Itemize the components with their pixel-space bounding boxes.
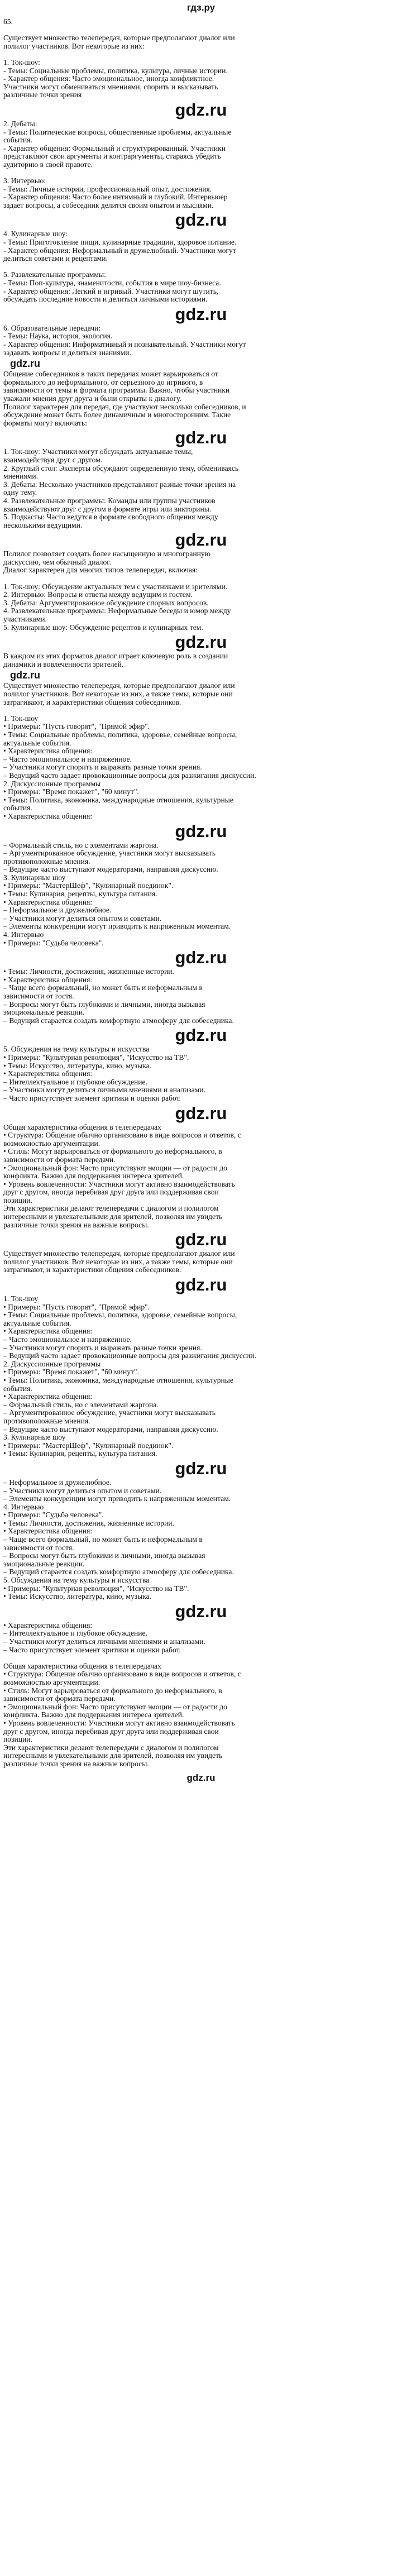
text-line: • Структура: Общение обычно организовано в виде вопросов и ответов, с bbox=[3, 1131, 241, 1140]
text-line: - Характер общения: Легкий и игривый. Участники могут шутить, bbox=[3, 286, 219, 295]
text-line: актуальные события. bbox=[3, 738, 71, 747]
text-line: • Примеры: "Культурная революция", "Искусство на ТВ". bbox=[3, 1584, 189, 1593]
text-line: формального до неформального, от серьезного до игривого, в bbox=[3, 377, 203, 386]
text-line: • Характеристика общения: bbox=[3, 1392, 93, 1401]
text-line: - Характер общения: Неформальный и дружелюбный. Участники могут bbox=[3, 246, 236, 255]
text-line: противоположные мнения. bbox=[3, 857, 90, 866]
text-line: 5. Обсуждения на тему культуры и искусства bbox=[3, 1576, 150, 1585]
text-line: • Темы: Личности, достижения, жизненные истории. bbox=[3, 1518, 174, 1527]
watermark: gdz.ru bbox=[175, 99, 227, 120]
text-line: – Элементы конкуренции могут приводить к напряженным моментам. bbox=[3, 1494, 231, 1503]
text-line: эмоциональные реакции. bbox=[3, 1559, 85, 1568]
text-line: интересными и увлекательными для зрителей, позволяя им увидеть bbox=[3, 1751, 223, 1760]
text-line: – Формальный стиль, но с элементами жаргона. bbox=[3, 1400, 159, 1409]
text-line: мнениями. bbox=[3, 472, 38, 481]
text-line: В каждом из этих форматов диалог играет ключевую роль в создании bbox=[3, 652, 228, 661]
text-line: конфликта. Важно для поддержания интереса зрителей. bbox=[3, 1172, 184, 1181]
text-line: – Ведущие часто выступают модераторами, направляя дискуссию. bbox=[3, 1425, 218, 1433]
text-line: • Характеристика общения: bbox=[3, 1527, 93, 1536]
text-line: – Ведущий старается создать комфортную атмосферу для собеседника. bbox=[3, 1016, 234, 1025]
text-line: – Ведущий старается создать комфортную атмосферу для собеседника. bbox=[3, 1567, 234, 1576]
text-line: - Характер общения: Информативный и познавательный. Участники могут bbox=[3, 340, 246, 348]
text-line: Общая характеристика общения в телепередачах bbox=[3, 1661, 161, 1670]
text-line: 1. Ток-шоу: Обсуждение актуальных тем с участниками и зрителями. bbox=[3, 582, 228, 591]
text-line: 5. Подкасты: Часто ведутся в формате свободного общения между bbox=[3, 513, 218, 522]
text-line: Эти характеристики делают телепередачи с диалогом и полилогом bbox=[3, 1743, 219, 1752]
text-line: • Стиль: Могут варьироваться от формального до неформального, в bbox=[3, 1686, 222, 1695]
text-line: 1. Ток-шоу bbox=[3, 714, 39, 723]
text-line: – Вопросы могут быть глубокими и личными, иногда вызывая bbox=[3, 1000, 205, 1009]
text-line: – Участники могут делиться опытом и советами. bbox=[3, 914, 162, 923]
text-line: • Примеры: "Время покажет", "60 минут". bbox=[3, 787, 139, 796]
text-line: конфликта. Важно для поддержания интереса зрителей. bbox=[3, 1710, 184, 1719]
text-line: зависимости от темы и формата программы. Важно, чтобы участники bbox=[3, 386, 230, 395]
solution-text bbox=[0, 16, 402, 1769]
text-line: Участники могут обмениваться мнениями, спорить и высказывать bbox=[3, 82, 218, 91]
text-line: друг с другом, иногда перебивая друг друга или поддерживая свои bbox=[3, 1727, 219, 1736]
text-line: взаимодействуют друг с другом в формате игры или викторины. bbox=[3, 504, 212, 513]
watermark: gdz.ru bbox=[175, 632, 227, 652]
text-line: – Ведущий часто задает провокационные вопросы для разжигания дискуссии. bbox=[3, 1351, 256, 1360]
text-line: Диалог характерен для многих типов телепередач, включая: bbox=[3, 566, 198, 575]
text-line bbox=[3, 575, 399, 583]
watermark: gdz.ru bbox=[10, 670, 40, 681]
text-line: одну тему. bbox=[3, 488, 37, 497]
text-line bbox=[3, 706, 399, 715]
text-line: – Аргументированное обсуждение, участники могут высказывать bbox=[3, 1408, 216, 1417]
text-line bbox=[3, 169, 399, 178]
text-line: Полилог характерен для передач, где участвуют несколько собеседников, и bbox=[3, 402, 246, 411]
text-line: 2. Дебаты: bbox=[3, 119, 37, 128]
text-line: зависимости от формата передачи. bbox=[3, 1694, 116, 1703]
text-line: задавать вопросы и делиться знаниями. bbox=[3, 348, 131, 357]
text-line: • Темы: Политика, экономика, международные отношения, культурные bbox=[3, 795, 233, 804]
text-line: аудиторию в своей правоте. bbox=[3, 160, 93, 169]
text-line: 6. Образовательные передачи: bbox=[3, 323, 101, 332]
text-line: обсуждение может быть более динамичным и многосторонним. Такие bbox=[3, 410, 231, 419]
text-line: Полилог позволяет создать более насыщенную и многогранную bbox=[3, 549, 210, 558]
text-line: – Интеллектуальное и глубокое обсуждение. bbox=[3, 1077, 147, 1086]
text-line: взаимодействуя друг с другом. bbox=[3, 455, 103, 464]
text-line: Эти характеристики делают телепередачи с диалогом и полилогом bbox=[3, 1204, 219, 1213]
watermark: gdz.ru bbox=[175, 1601, 227, 1621]
text-line: 1. Ток-шоу: bbox=[3, 58, 40, 66]
text-line: - Характер общения: Часто эмоциональное, иногда конфликтное. bbox=[3, 74, 214, 83]
text-line: полилог участников. Вот некоторые из них, а также темы, которые они bbox=[3, 690, 233, 698]
text-line: события. bbox=[3, 804, 32, 813]
text-line: 65. bbox=[3, 17, 13, 26]
text-line bbox=[3, 26, 399, 35]
text-line: эмоциональные реакции. bbox=[3, 1008, 85, 1017]
text-line: различные точки зрения bbox=[3, 90, 82, 99]
text-line: 1. Ток-шоу: Участники могут обсуждать актуальные темы, bbox=[3, 447, 193, 456]
text-line: 5. Развлекательные программы: bbox=[3, 270, 106, 279]
text-line: – Чаще всего формальный, но может быть и неформальным в bbox=[3, 1535, 203, 1544]
text-line: • Примеры: "Судьба человека". bbox=[3, 1511, 104, 1519]
text-line: • Примеры: "МастерШеф", "Кулинарный поединок". bbox=[3, 881, 174, 890]
text-line: - Характер общения: Формальный и структурированный. Участники bbox=[3, 144, 226, 152]
text-line: – Часто эмоциональное и напряженное. bbox=[3, 754, 132, 763]
text-line: события. bbox=[3, 136, 32, 145]
text-line: – Элементы конкуренции могут приводить к напряженным моментам. bbox=[3, 922, 231, 931]
text-line: несколькими ведущими. bbox=[3, 520, 83, 529]
text-line bbox=[3, 50, 399, 59]
text-line: 3. Кулинарные шоу bbox=[3, 1433, 66, 1442]
text-line: 4. Интервью bbox=[3, 930, 44, 939]
text-line: Существует множество телепередач, которые предполагают диалог или bbox=[3, 34, 235, 42]
text-line: – Вопросы могут быть глубокими и личными, иногда вызывая bbox=[3, 1551, 205, 1560]
text-line: – Часто присутствует элемент критики и оценки работ. bbox=[3, 1093, 181, 1102]
watermark: gdz.ru bbox=[175, 1458, 227, 1478]
text-line: – Участники могут спорить и выражать разные точки зрения. bbox=[3, 1343, 202, 1352]
text-line: 3. Интервью: bbox=[3, 176, 46, 185]
text-line: • Примеры: "Пусть говорят", "Прямой эфир". bbox=[3, 1302, 150, 1311]
text-line: – Неформальное и дружелюбное. bbox=[3, 1478, 112, 1487]
text-line: представляют свои аргументы и контраргументы, стараясь убедить bbox=[3, 152, 221, 161]
text-line: • Темы: Социальные проблемы, политика, здоровье, семейные вопросы, bbox=[3, 730, 237, 739]
text-line: • Темы: Личности, достижения, жизненные истории. bbox=[3, 967, 174, 976]
text-line: зависимости от гостя. bbox=[3, 1543, 74, 1552]
text-line: • Структура: Общение обычно организовано в виде вопросов и ответов, с bbox=[3, 1670, 241, 1679]
text-line: 5. Кулинарные шоу: Обсуждение рецептов и кулинарных тем. bbox=[3, 623, 203, 632]
text-line: 5. Обсуждения на тему культуры и искусства bbox=[3, 1045, 150, 1054]
text-line: • Темы: Кулинария, рецепты, культура питания. bbox=[3, 890, 157, 899]
text-line: затрагивают, и характеристики общения собеседников. bbox=[3, 697, 181, 706]
text-line: – Ведущий часто задает провокационные вопросы для разжигания дискуссии. bbox=[3, 771, 256, 780]
text-line: – Аргументированное обсуждение, участники могут высказывать bbox=[3, 849, 216, 858]
watermark: gdz.ru bbox=[175, 1275, 227, 1295]
text-line: – Часто эмоциональное и напряженное. bbox=[3, 1335, 132, 1344]
text-line: – Участники могут делиться опытом и советами. bbox=[3, 1486, 162, 1495]
text-line: - Темы: Политические вопросы, общественные проблемы, актуальные bbox=[3, 127, 232, 136]
watermark: gdz.ru bbox=[175, 530, 227, 550]
watermark: gdz.ru bbox=[175, 428, 227, 448]
text-line: • Темы: Искусство, литература, кино, музыка. bbox=[3, 1061, 152, 1070]
text-line: 4. Интервью bbox=[3, 1502, 44, 1511]
text-line: Общая характеристика общения в телепередачах bbox=[3, 1122, 161, 1131]
text-line: • Темы: Кулинария, рецепты, культура питания. bbox=[3, 1449, 157, 1458]
text-line: • Эмоциональный фон: Часто присутствуют эмоции — от радости до bbox=[3, 1702, 227, 1711]
text-line: - Темы: Социальные проблемы, политика, культура, личные истории. bbox=[3, 66, 228, 75]
text-line: - Темы: Поп-культура, знаменитости, события в мире шоу-бизнеса. bbox=[3, 279, 221, 288]
text-line: • Примеры: "МастерШеф", "Кулинарный поединок". bbox=[3, 1441, 174, 1450]
text-line: – Формальный стиль, но с элементами жаргона. bbox=[3, 840, 159, 849]
text-line: 4. Кулинарные шоу: bbox=[3, 230, 68, 238]
text-line: 4. Развлекательные программы: Команды или группы участников bbox=[3, 496, 216, 505]
text-line: • Характеристика общения: bbox=[3, 747, 93, 756]
text-line bbox=[3, 263, 399, 271]
text-line: 2. Интервью: Вопросы и ответы между ведущим и гостем. bbox=[3, 590, 193, 599]
text-line: 3. Кулинарные шоу bbox=[3, 873, 66, 882]
text-line: - Характер общения: Часто более интимный и глубокий. Интервьюер bbox=[3, 193, 228, 202]
text-line: зависимости от формата передачи. bbox=[3, 1155, 116, 1164]
text-line: - Темы: Личные истории, профессиональный опыт, достижения. bbox=[3, 184, 212, 193]
text-line: дискуссию, чем обычный диалог. bbox=[3, 557, 111, 566]
text-line: • Темы: Искусство, литература, кино, музыка. bbox=[3, 1592, 152, 1601]
text-line: Общение собеседников в таких передачах может варьироваться от bbox=[3, 370, 218, 379]
site-title: гдз.ру bbox=[186, 2, 216, 13]
text-line: – Ведущие часто выступают модераторами, направляя дискуссию. bbox=[3, 865, 218, 874]
text-line: участниками. bbox=[3, 615, 47, 624]
text-line: • Темы: Социальные проблемы, политика, здоровье, семейные вопросы, bbox=[3, 1311, 237, 1320]
text-line: • Характеристика общения: bbox=[3, 1069, 93, 1078]
text-line: 2. Дискуссионные программы bbox=[3, 779, 101, 788]
text-line: – Участники могут делиться личными мнениями и анализами. bbox=[3, 1086, 205, 1095]
text-line: Существует множество телепередач, которые предполагают диалог или bbox=[3, 681, 235, 690]
text-line bbox=[3, 1654, 399, 1662]
text-line: – Часто присутствует элемент критики и оценки работ. bbox=[3, 1645, 181, 1654]
text-line: • Темы: Политика, экономика, международные отношения, культурные bbox=[3, 1375, 233, 1384]
text-line: - Темы: Наука, история, экология. bbox=[3, 332, 113, 341]
text-line: возможностью аргументации. bbox=[3, 1139, 100, 1148]
text-line: друг с другом, иногда перебивая друг друга или поддерживая свои bbox=[3, 1188, 219, 1197]
watermark: gdz.ru bbox=[175, 304, 227, 324]
watermark: gdz.ru bbox=[175, 948, 227, 968]
text-line: – Интеллектуальное и глубокое обсуждение. bbox=[3, 1629, 147, 1638]
watermark: gdz.ru bbox=[175, 821, 227, 841]
text-line: различные точки зрения на важные вопросы. bbox=[3, 1759, 149, 1768]
text-line: – Участники могут спорить и выражать разные точки зрения. bbox=[3, 763, 202, 772]
text-line: – Неформальное и дружелюбное. bbox=[3, 906, 112, 915]
text-line: • Примеры: "Время покажет", "60 минут". bbox=[3, 1368, 139, 1377]
text-line: 3. Дебаты: Несколько участников представляют разные точки зрения на bbox=[3, 480, 236, 489]
text-line: зависимости от гостя. bbox=[3, 992, 74, 1000]
text-line: затрагивают, и характеристики общения собеседников. bbox=[3, 1265, 181, 1274]
text-line: уважали мнения друг друга и были открыты к диалогу. bbox=[3, 394, 181, 403]
text-line: полилог участников. Вот некоторые из них, а также темы, которые они bbox=[3, 1257, 233, 1266]
text-line: • Характеристика общения: bbox=[3, 1621, 93, 1629]
watermark: gdz.ru bbox=[10, 358, 40, 370]
text-line: • Примеры: "Пусть говорят", "Прямой эфир". bbox=[3, 722, 150, 731]
text-line: • Уровень вовлеченности: Участники могут активно взаимодействовать bbox=[3, 1718, 235, 1727]
watermark: gdz.ru bbox=[175, 1103, 227, 1123]
footer-watermark: gdz.ru bbox=[186, 1772, 216, 1783]
text-line: • Примеры: "Культурная революция", "Искусство на ТВ". bbox=[3, 1053, 189, 1062]
text-line: 3. Дебаты: Аргументированное обсуждение спорных вопросов. bbox=[3, 598, 209, 607]
text-line: задает вопросы, а собеседник делится своим опытом и мыслями. bbox=[3, 200, 214, 209]
text-line: позиции. bbox=[3, 1196, 32, 1205]
text-line: • Характеристика общения: bbox=[3, 975, 93, 984]
text-line: интересными и увлекательными для зрителей, позволяя им увидеть bbox=[3, 1212, 223, 1221]
text-line: 4. Развлекательные программы: Неформальные беседы и юмор между bbox=[3, 606, 231, 615]
text-line: 2. Круглый стол: Эксперты обсуждают определенную тему, обмениваясь bbox=[3, 463, 239, 472]
text-line: 2. Дискуссионные программы bbox=[3, 1359, 101, 1368]
text-line: • Уровень вовлеченности: Участники могут активно взаимодействовать bbox=[3, 1179, 235, 1188]
text-line: • Примеры: "Судьба человека". bbox=[3, 938, 104, 947]
text-line: Существует множество телепередач, которые предполагают диалог или bbox=[3, 1249, 235, 1258]
text-line: актуальные события. bbox=[3, 1318, 71, 1327]
text-line: динамики и вовлеченности зрителей. bbox=[3, 659, 124, 668]
text-line: форматы могут включать: bbox=[3, 418, 87, 427]
text-line: • Стиль: Могут варьироваться от формального до неформального, в bbox=[3, 1147, 222, 1156]
text-line: обсуждать последние новости и делиться личными историями. bbox=[3, 295, 208, 304]
text-line: возможностью аргументации. bbox=[3, 1677, 100, 1686]
watermark: gdz.ru bbox=[175, 1025, 227, 1045]
text-line: • Характеристика общения: bbox=[3, 811, 93, 820]
text-line: • Характеристика общения: bbox=[3, 897, 93, 906]
text-line: полилог участников. Вот некоторые из них: bbox=[3, 41, 145, 50]
text-line: события. bbox=[3, 1384, 32, 1393]
watermark: gdz.ru bbox=[175, 210, 227, 230]
text-line: – Участники могут делиться личными мнениями и анализами. bbox=[3, 1637, 205, 1646]
text-line: позиции. bbox=[3, 1735, 32, 1744]
text-line: различные точки зрения на важные вопросы. bbox=[3, 1220, 149, 1229]
text-line: – Чаще всего формальный, но может быть и неформальным в bbox=[3, 983, 203, 992]
watermark: gdz.ru bbox=[175, 1230, 227, 1250]
text-line: делиться советами и рецептами. bbox=[3, 254, 108, 263]
text-line: • Эмоциональный фон: Часто присутствуют эмоции — от радости до bbox=[3, 1163, 227, 1172]
text-line: - Темы: Приготовление пищи, кулинарные традиции, здоровое питание. bbox=[3, 238, 237, 247]
text-line: 1. Ток-шоу bbox=[3, 1294, 39, 1303]
text-line: • Характеристика общения: bbox=[3, 1327, 93, 1336]
text-line: противоположные мнения. bbox=[3, 1416, 90, 1425]
